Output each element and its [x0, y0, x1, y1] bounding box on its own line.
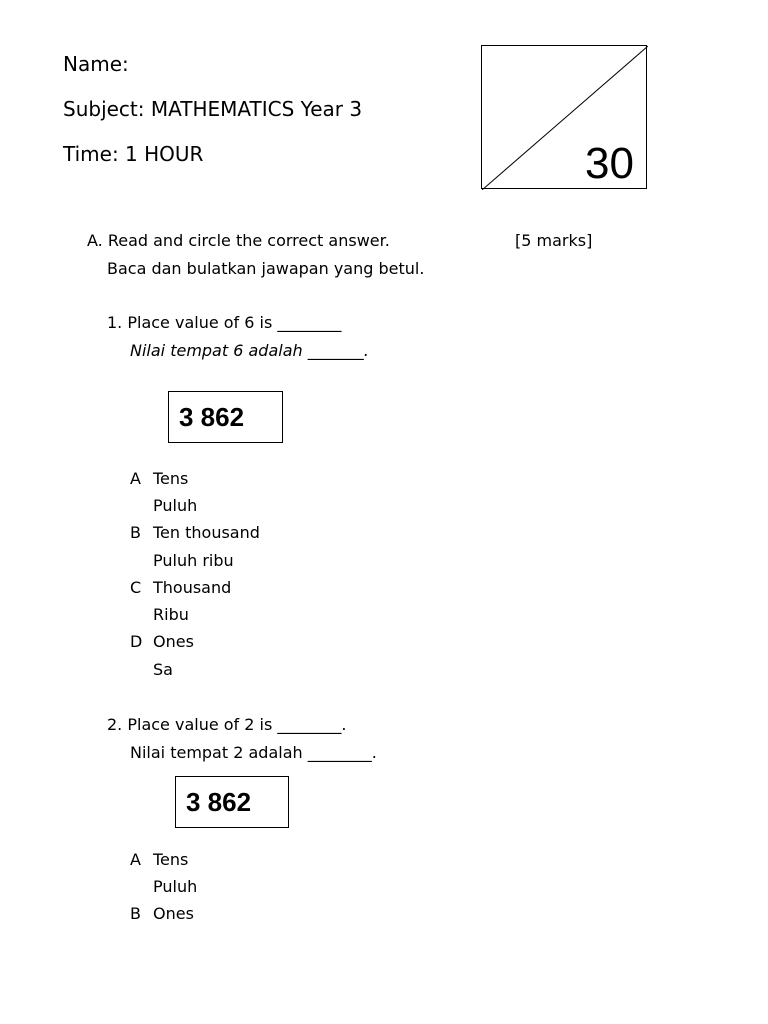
option-label-en: Ones [153, 632, 194, 651]
option-letter: B [130, 523, 141, 542]
option-letter: A [130, 469, 141, 488]
option-letter: D [130, 632, 143, 651]
name-label: Name: [63, 52, 129, 76]
option-label-en: Ten thousand [153, 523, 260, 542]
question-2-number-box: 3 862 [175, 776, 289, 828]
question-2-ms: Nilai tempat 2 adalah ________. [130, 743, 377, 762]
option-letter: C [130, 578, 142, 597]
option-label-ms: Puluh [153, 877, 198, 896]
question-1-number-box: 3 862 [168, 391, 283, 443]
option-label-ms: Puluh [153, 496, 198, 515]
score-box [481, 45, 647, 189]
option-label-ms: Ribu [153, 605, 189, 624]
section-a-instruction-en: A. Read and circle the correct answer. [87, 231, 390, 250]
question-1-en: 1. Place value of 6 is ________ [107, 313, 342, 332]
option-label-en: Tens [153, 469, 189, 488]
section-a-marks: [5 marks] [515, 231, 593, 250]
option-label-ms: Puluh ribu [153, 551, 234, 570]
subject-label: Subject: MATHEMATICS Year 3 [63, 97, 363, 121]
option-letter: B [130, 904, 141, 923]
question-2-en: 2. Place value of 2 is ________. [107, 715, 347, 734]
section-a-instruction-ms: Baca dan bulatkan jawapan yang betul. [107, 259, 425, 278]
option-label-ms: Sa [153, 660, 173, 679]
time-label: Time: 1 HOUR [63, 142, 204, 166]
option-label-en: Ones [153, 904, 194, 923]
option-label-en: Tens [153, 850, 189, 869]
option-label-en: Thousand [153, 578, 232, 597]
total-marks: 30 [585, 139, 634, 188]
question-1-ms: Nilai tempat 6 adalah _______. [130, 341, 369, 360]
option-letter: A [130, 850, 141, 869]
